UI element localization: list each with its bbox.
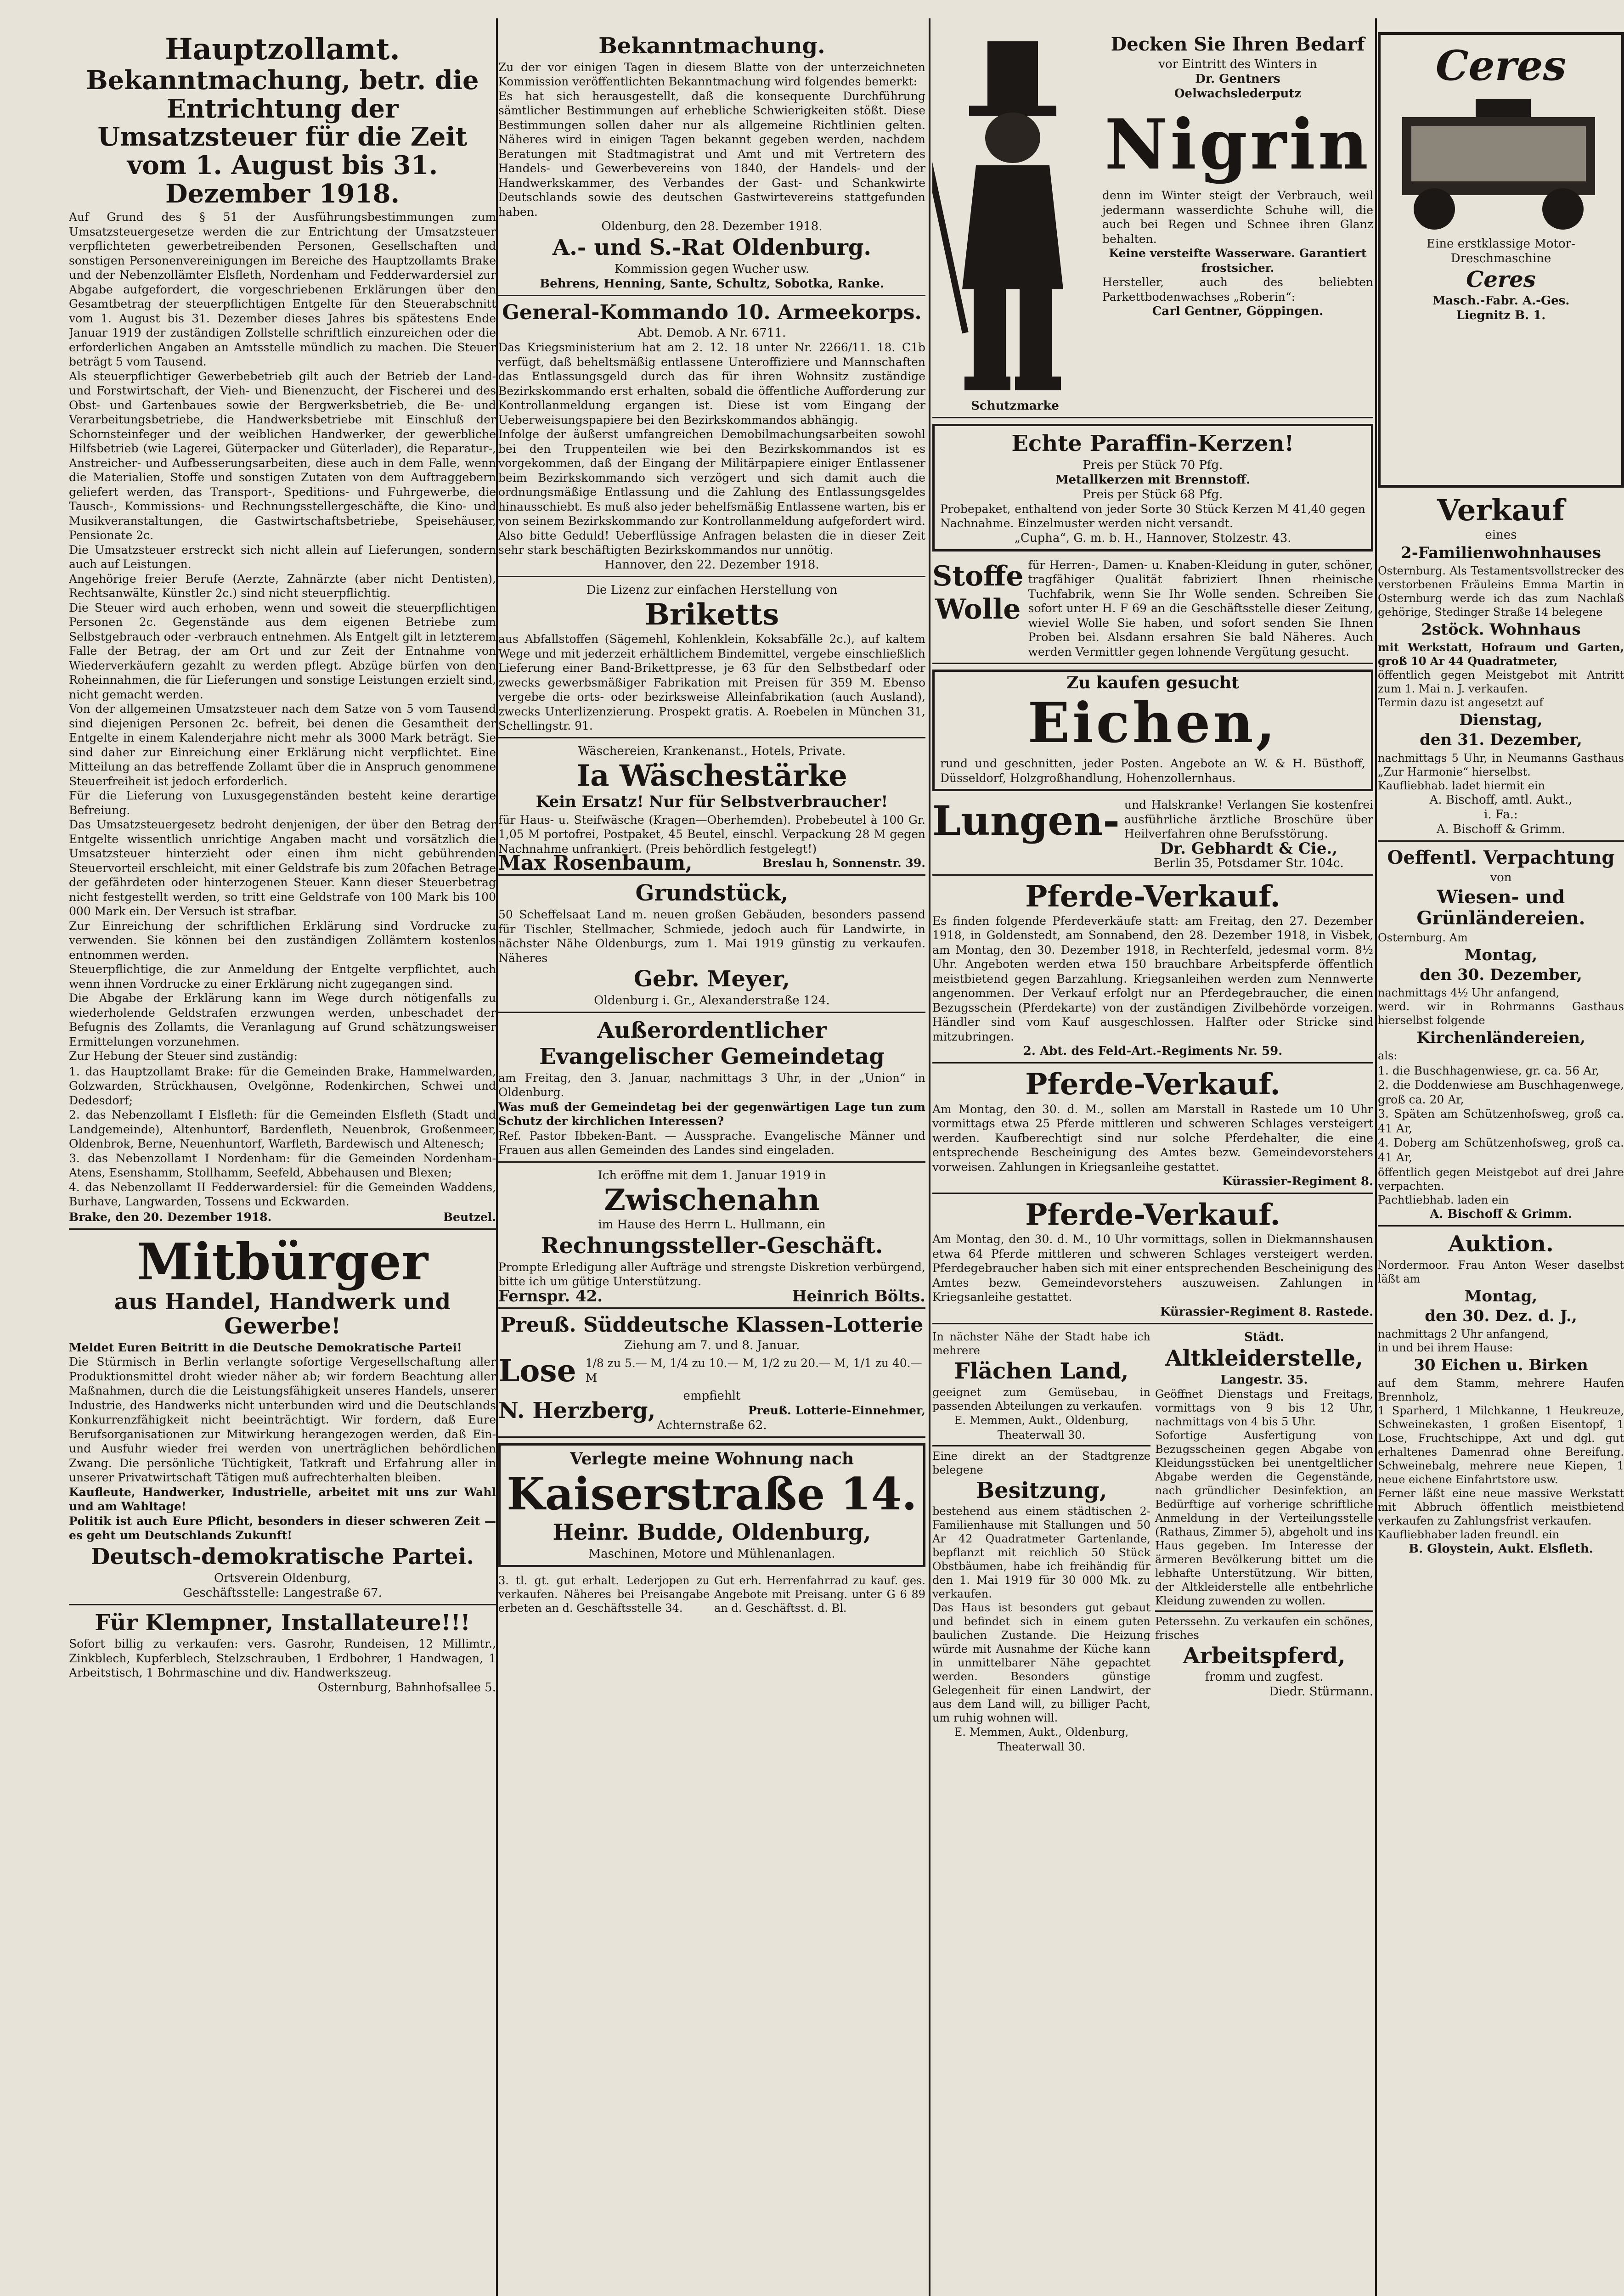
verkauf-eines: eines <box>1485 528 1517 542</box>
ceres-description: Eine erstklassige Motor-Dreschmaschine <box>1427 236 1575 265</box>
paragraph: Von der allgemeinen Umsatzsteuer nach dem Satze von 5 vom Tausend sind diejenigen Personen 2c. befreit, bei denen die Gesamtheit der Entgelte in einem Kalenderjahre nicht mehr als 3000 Mark beträgt. Sie sind daher zur Einreichung einer Erklärung nicht verpflichtet. Eine Mitteilung an das betreffende Zollamt über die in Anspruch genommene Steuerfreiheit ist jedoch erforderlich. <box>69 702 496 788</box>
kerzen-company: „Cupha“, G. m. b. H., Hannover, Stolzestr. 43. <box>1014 531 1291 545</box>
paragraph: denn im Winter steigt der Verbrauch, weil jedermann wasserdichte Schuhe will, die auch bei Regen und Schnee ihren Glanz behalten. <box>1102 189 1373 246</box>
paragraph: Kaufliebhaber laden freundl. ein <box>1378 1528 1560 1542</box>
kaiser-intro: Verlegte meine Wohnung nach <box>570 1449 854 1469</box>
zollamt-list <box>69 1064 496 1209</box>
ceres-logo: Ceres <box>1435 41 1567 90</box>
paragraph: Die Stürmisch in Berlin verlangte sofortige Vergesellschaftung aller Produktionsmittel droht wieder näher ab; wir fordern Beachtung aller Maßnahmen, durch die die Leistungsfähigkeit unseres Handels, unserer Industrie, des Handwerks nicht unterbunden wird und die Deutschlands Konkurrenzfähigkeit nicht beeinträchtigt. Wir fordern, daß Eure Berufsorganisationen zur Mitwirkung herangezogen werden, daß Ein- und Ausfuhr wieder frei werden von unerträglichen behördlichen Zwang. Die persönliche Tüchtigkeit, Tatkraft und Erfahrung aller in unserer Privatwirtschaft Tätigen muß aufrechterhalten bleiben. <box>69 1355 496 1485</box>
paragraph: Meldet Euren Beitritt in die Deutsche Demokratische Partei! <box>69 1340 462 1354</box>
nigrin-company: Carl Gentner, Göppingen. <box>1152 304 1324 318</box>
altkleider-ad <box>1155 1330 1373 1755</box>
paragraph: Osternburg. Als Testamentsvollstrecker des verstorbenen Fräuleins Emma Martin in Osternburg werde ich das zum Nachlaß gehörige, Stedinger Straße 14 belegene <box>1378 564 1624 619</box>
bekanntmachung-title: Bekanntmachung. <box>598 33 825 59</box>
notice-date: Oldenburg, den 28. Dezember 1918. <box>601 219 823 234</box>
paragraph: Sofort billig zu verkaufen: vers. Gasrohr, Rundeisen, 12 Millimtr., Zinkblech, Kupferblech, Stelzschrauben, 1 Erdbohrer, 1 Handwagen, 1 Arbeitstisch, 1 Bohrmaschine und div. Handwerkszeug. <box>69 1637 496 1680</box>
column-rule-2 <box>929 18 930 2296</box>
grundstueck-title: Grundstück, <box>635 880 789 906</box>
zwischenahn-name: Heinrich Bölts. <box>792 1287 925 1306</box>
verkauf-ad <box>1378 495 1624 842</box>
pferde-signature: 2. Abt. des Feld-Art.-Regiments Nr. 59. <box>1023 1044 1283 1058</box>
auktion-title: Auktion. <box>1448 1231 1554 1257</box>
kerzen-price-1: Preis per Stück 70 Pfg. <box>1083 458 1223 472</box>
lotterie-ad <box>498 1314 925 1438</box>
column-2 <box>498 32 925 2296</box>
paragraph: Am Montag, den 30. d. M., 10 Uhr vormittags, sollen in Diekmannshausen etwa 64 Pferde mittleren und schweren Schlages versteigert werden. Pferdegebraucher haben sich mit einer entsprechenden Bescheinigung des Amtes bezw. Gemeindevorstehers auszuweisen. Zahlungen in Kriegsanleihe gestattet. <box>932 1232 1373 1304</box>
stoffe-text <box>1028 558 1374 659</box>
paragraph: Die Steuer wird auch erhoben, wenn und soweit die steuerpflichtigen Personen 2c. Gegenstände aus dem eigenen Betriebe zum Selbstgebrauch oder -verbrauch entnehmen. Als Entgelt gilt in letzterem Falle der Betrag, der am Ort und zur Zeit der Entnahme von Wiederverkäufern gezahlt zu werden pflegt. Abzüge bürfen von den Roheinnahmen, die für Lieferungen und sonstige Leistungen erzielt sind, nicht gemacht werden. <box>69 601 496 701</box>
paragraph: Am Montag, den 30. d. M., sollen am Marstall in Rastede um 10 Uhr vormittags etwa 25 Pferde mittleren und schweren Schlages versteigert werden. Kaufberechtigt sind nur solche Pferdehalter, die eine entsprechende Bescheinigung des Amtes bezw. Gemeindevorstehers vorweisen. Zahlungen in Kriegsanleihe gestattet. <box>932 1102 1373 1174</box>
nigrin-headline: Decken Sie Ihren Bedarf <box>1111 34 1365 55</box>
grundstueck-company: Gebr. Meyer, <box>633 966 790 992</box>
auktion-day: Montag, <box>1464 1287 1538 1306</box>
gemeindetag-title-1: Außerordentlicher <box>597 1018 827 1044</box>
ceres-company: Masch.-Fabr. A.-Ges. <box>1432 294 1570 308</box>
pferde-signature: Kürassier-Regiment 8. <box>1222 1175 1373 1189</box>
verpachtung-date: den 30. Dezember, <box>1420 965 1582 984</box>
lotterie-title: Preuß. Süddeutsche Klassen-Lotterie <box>500 1313 924 1337</box>
paragraph: öffentlich gegen Meistgebot auf drei Jahre verpachten. <box>1378 1166 1624 1193</box>
lungen-title-box <box>932 798 1120 871</box>
kaiser-title: Kaiserstraße 14. <box>507 1468 917 1520</box>
paragraph: Angehörige freier Berufe (Aerzte, Zahnärzte (aber nicht Dentisten), Rechtsanwälte, Künstler 2c.) sind nicht steuerpflichtig. <box>69 572 496 600</box>
gemeindetag-title-2: Evangelischer Gemeindetag <box>539 1043 885 1069</box>
paragraph: Kaufliebhab. ladet hiermit ein <box>1378 779 1545 792</box>
kerzen-ad <box>932 424 1373 551</box>
kaiserstrasse-ad <box>498 1443 925 1567</box>
thresher-illustration <box>1384 90 1618 236</box>
paragraph: werd. wir in Rohrmanns Gasthaus hierselbst folgende <box>1378 1000 1624 1027</box>
verpachtung-object: Wiesen- und Grünländereien. <box>1416 886 1585 929</box>
paragraph: Das Umsatzsteuergesetz bedroht denjenigen, der über den Betrag der Entgelte wissentlich unrichtige Angaben macht und vorsätzlich die Umsatzsteuer hinterzieht oder einen ihm nicht gebührenden Steuervorteil erschleicht, mit einer Geldstrafe bis zum 20fachen Betrage der gefährdeten oder hinterzogenen Steuer. Kann dieser Steuerbetrag nicht festgestellt werden, so tritt eine Geldstrafe von 100 Mark bis 100 000 Mark ein. Der Versuch ist strafbar. <box>69 818 496 918</box>
lungen-company: Dr. Gebhardt & Cie., <box>1160 839 1338 858</box>
paragraph: 50 Scheffelsaat Land m. neuen großen Gebäuden, besonders passend für Tischler, Stellmacher, Schmiede, jedoch auch für Landwirte, in nächster Nähe Oldenburgs, zum 1. Mai 1919 günstig zu verkaufen. Näheres <box>498 908 925 965</box>
ceres-address: Liegnitz B. 1. <box>1456 309 1546 323</box>
paragraph: nachmittags 5 Uhr, in Neumanns Gasthaus „Zur Harmonie“ hierselbst. <box>1378 751 1624 778</box>
paragraph: aus Abfallstoffen (Sägemehl, Kohlenklein, Koksabfälle 2c.), auf kaltem Wege und mit jederzeit erhältlichem Bindemittel, vergebe einschließlich Lieferung einer Band-Brikettpresse, je 63 für den Selbstbedarf oder zwecks gewerbsmäßiger Fabrikation mit Preisen für 359 M. Ebenso vergebe die orts- oder bezirksweise Alleinfabrikation (auch Ausland), zwecks Unterlizenzierung. Prospekt gratis. A. Roebelen in München 31, Schellingstr. 91. <box>498 632 925 733</box>
flaechen-title: Flächen Land, <box>954 1358 1129 1384</box>
signature: A. Bischoff, amtl. Aukt., <box>1429 793 1573 807</box>
grundstueck-address: Oldenburg i. Gr., Alexanderstraße 124. <box>594 994 830 1008</box>
verkauf-house: 2stöck. Wohnhaus <box>1421 620 1581 639</box>
eichen-title: Eichen, <box>1027 691 1278 756</box>
notice-date: Hannover, den 22. Dezember 1918. <box>604 557 819 572</box>
eichen-ad <box>932 670 1373 791</box>
paragraph: 1 Sparherd, 1 Milchkanne, 1 Heukreuze, Schweinekasten, 1 großen Eisentopf, 1 Lose, Fruchtschippe, Axt und dgl. gut erhaltenes Damenrad ohne Bereifung. Schweinebalg, mehrere neue Kiepen, 1 neue eichene Einfahrtstore usw. <box>1378 1404 1624 1486</box>
paragraph: Keine versteifte Wasserware. Garantiert frostsicher. <box>1109 247 1367 275</box>
briketts-title: Briketts <box>644 597 779 632</box>
paragraph: Es finden folgende Pferdeverkäufe statt: am Freitag, den 27. Dezember 1918, in Goldenstedt, am Sonnabend, den 28. Dezember 1918, in Visbek, am Montag, den 30. Dezember 1918, in Rechterfeld, jedesmal vorm. 8½ Uhr. Angeboten werden etwa 150 brauchbare Arbeitspferde öffentlich meistbietend gegen Barzahlung. Kriegsanleihen werden zum Nennwerte angenommen. Der Verkauf erfolgt nur an Pferdegebraucher, die einen Bezugsschein (Pferdekarte) von der zuständigen Zivilbehörde vorzeigen. Händler sind vom Kauf ausgeschlossen. Halfter oder Stricke sind mitzubringen. <box>932 914 1373 1043</box>
kaiser-name: Heinr. Budde, Oldenburg, <box>553 1519 871 1545</box>
memmen-signature: E. Memmen, Aukt., Oldenburg, Theaterwall 30. <box>954 1726 1129 1754</box>
paragraph: Osternburg. Am <box>1378 931 1468 944</box>
ddp-address: Geschäftsstelle: Langestraße 67. <box>183 1586 382 1600</box>
list-item: 2. die Doddenwiese am Buschhagenwege, groß ca. 20 Ar, <box>1378 1078 1624 1106</box>
lungen-ad <box>932 798 1373 876</box>
paragraph: Steuerpflichtige, die zur Anmeldung der Entgelte verpflichtet, auch wenn ihnen Vordrucke zu einer Erklärung nicht zugegangen sind. <box>69 962 496 990</box>
pferde-title: Pferde-Verkauf. <box>1025 879 1280 914</box>
paragraph: Die Abgabe der Erklärung kann im Wege durch nötigenfalls zu wiederholende Geldstrafen erzwungen werden, unbeschadet der Befugnis des Zollamts, die Veranlagung auf Grund schätzungsweiser Ermittelungen vorzunehmen. <box>69 991 496 1048</box>
paragraph: auf dem Stamm, mehrere Haufen Brennholz, <box>1378 1377 1624 1404</box>
paragraph: Peterssehn. Zu verkaufen ein schönes, frisches <box>1155 1615 1373 1642</box>
paragraph: am Freitag, den 3. Januar, nachmittags 3 Uhr, in der „Union“ in Oldenburg. <box>498 1071 925 1099</box>
stoffe-title: Stoffe Wolle <box>932 560 1024 625</box>
zwischenahn-ad <box>498 1168 925 1309</box>
paragraph: Termin dazu ist angesetzt auf <box>1378 696 1544 709</box>
arat-subtitle: Kommission gegen Wucher usw. <box>614 262 810 276</box>
lotterie-role: Preuß. Lotterie-Einnehmer, <box>748 1404 925 1418</box>
paragraph: Sofortige Ausfertigung von Bezugsscheinen gegen Abgabe von Kleidungsstücken bei unentgeltlicher Abgabe werden die Gegenstände, nach gründlicher Desinfektion, an Bedürftige auf vorherige schriftliche Anmeldung in der Verteilungsstelle (Rathaus, Zimmer 5), abgeholt und ins Haus gegeben. Im Interesse der ärmeren Bevölkerung bittet um die lebhafte Unterstützung. Wir bitten, der Altkleiderstelle alle entbehrliche Kleidung zuwenden zu wollen. <box>1155 1429 1373 1607</box>
column-4 <box>1378 32 1624 2296</box>
paragraph: Gut erh. Herrenfahrrad zu kauf. ges. Angebote mit Preisang. unter G 6 89 an d. Geschäftsst. d. Bl. <box>714 1574 925 1615</box>
zwischenahn-intro: Ich eröffne mit dem 1. Januar 1919 in <box>598 1168 826 1182</box>
eichen-intro: Zu kaufen gesucht <box>1066 673 1239 693</box>
nigrin-subline: vor Eintritt des Winters in <box>1158 57 1317 71</box>
paragraph: als: <box>1378 1049 1398 1062</box>
arbeitspferd-title: Arbeitspferd, <box>1183 1643 1346 1669</box>
gemeindetag-ad <box>498 1019 925 1163</box>
signature: i. Fa.: <box>1484 807 1518 822</box>
grundstueck-ad <box>498 881 925 1013</box>
paragraph: Prompte Erledigung aller Aufträge und strengste Diskretion verbürgend, bitte ich um gütige Unterstützung. <box>498 1260 925 1289</box>
paragraph: und Halskranke! Verlangen Sie kostenfrei ausführliche ärztliche Broschüre über Heilverfahren ohne Berufsstörung. <box>1124 798 1373 841</box>
list-item: 1. das Hauptzollamt Brake: für die Gemeinden Brake, Hammelwarden, Golzwarden, Strückhausen, Ovelgönne, Rodenkirchen, Schwei und Dedesdorf; <box>69 1064 496 1107</box>
mitbuerger-subtitle: aus Handel, Handwerk und Gewerbe! <box>114 1289 451 1339</box>
paragraph: In nächster Nähe der Stadt habe ich mehrere <box>932 1330 1150 1357</box>
auktion-date: den 30. Dez. d. J., <box>1425 1307 1577 1326</box>
hauptzollamt-notice <box>69 34 496 1230</box>
paragraph: öffentlich gegen Meistgebot mit Antritt zum 1. Mai n. J. verkaufen. <box>1378 669 1624 696</box>
paragraph: Das Haus ist besonders gut gebaut und befindet sich in einem guten baulichen Zustande. Die Heizung würde mit Ausnahme der Küche kann in unmittelbarer Nähe gepachtet werden. Besonders günstige Gelegenheit für einen Landwirt, der aus dem Land will, zu billiger Pacht, um ruhig wohnen will. <box>932 1601 1150 1725</box>
verpachtung-von: von <box>1490 870 1512 884</box>
paragraph: für Haus- u. Steifwäsche (Kragen—Oberhemden). Probebeutel à 100 Gr. 1,05 M portofrei, Postpaket, 45 Beutel, einschl. Verpackung 28 M gegen Nachnahme unfrankiert. (Preis behördlich festgelegt!) <box>498 813 925 855</box>
paragraph: 3. tl. gt. gut erhalt. Lederjopen zu verkaufen. Näheres bei Preisangabe erbeten an d. Geschäftsstelle 34. <box>498 1574 710 1615</box>
alt-title: Altkleiderstelle, <box>1165 1345 1363 1371</box>
pferde-title: Pferde-Verkauf. <box>1025 1198 1280 1232</box>
list-item: 3. das Nebenzollamt I Nordenham: für die Gemeinden Nordenham-Atens, Esenshamm, Stollhamm, Seefeld, Abbehausen und Blexen; <box>69 1151 496 1180</box>
verkauf-title: Verkauf <box>1437 493 1565 528</box>
paragraph: geeignet zum Gemüsebau, in passenden Abteilungen zu verkaufen. <box>932 1385 1150 1412</box>
paragraph: in und bei ihrem Hause: <box>1378 1341 1513 1355</box>
verpachtung-title: Oeffentl. Verpachtung <box>1387 846 1615 868</box>
stoffe-title-box <box>932 558 1024 659</box>
column-rule-1 <box>496 18 498 2296</box>
klempner-ad <box>69 1611 496 1699</box>
chimney-sweep-figure <box>932 32 1098 413</box>
verpachtung-ad <box>1378 847 1624 1227</box>
ceres-name: Ceres <box>1466 266 1536 293</box>
zwischenahn-title: Zwischenahn <box>604 1182 820 1217</box>
kaiser-business: Maschinen, Motore und Mühlenanlagen. <box>588 1547 835 1561</box>
arbeitspferd-note: fromm und zugfest. <box>1205 1670 1324 1684</box>
paragraph: Es hat sich herausgestellt, daß die konsequente Durchführung sämtlicher Bestimmungen auf erhebliche Schwierigkeiten stößt. Diese Bestimmungen sollen daher nur als allgemeine Richtlinien gelten. Näheres wird in einigen Tagen bekannt gegeben werden, nachdem Beratungen mit Stadtmagistrat und Amt und mit Vertretern des Handels- und Gewerbevereins von 1840, der Handels- und der Handwerkskammer, des Verbandes der Gast- und Schankwirte Deutschlands sowie des deutschen Gastwirtevereins stattgefunden haben. <box>498 89 925 219</box>
list-item: 4. Doberg am Schützenhofsweg, groß ca. 41 Ar, <box>1378 1136 1624 1164</box>
divider <box>1155 1610 1373 1612</box>
lotterie-prices-row <box>498 1353 925 1389</box>
zwischenahn-phone: Fernspr. 42. <box>498 1287 603 1306</box>
generalkommando-ref: Abt. Demob. A Nr. 6711. <box>637 326 786 340</box>
pferde-signature: Kürassier-Regiment 8. Rastede. <box>1160 1305 1373 1319</box>
signature: A. Bischoff & Grimm. <box>1430 1207 1572 1221</box>
waesche-title: Ia Wäschestärke <box>576 758 847 793</box>
signature-place-date: Brake, den 20. Dezember 1918. <box>69 1210 272 1224</box>
arat-names: Behrens, Henning, Sante, Schultz, Sobotka, Ranke. <box>540 277 884 291</box>
lotterie-address: Achternstraße 62. <box>657 1418 767 1433</box>
briketts-intro: Die Lizenz zur einfachen Herstellung von <box>586 583 838 597</box>
generalkommando-notice <box>498 302 925 577</box>
ddp-subline: Ortsverein Oldenburg, <box>214 1571 351 1585</box>
paragraph: bestehend aus einem städtischen 2-Familienhause mit Stallungen und 50 Ar 42 Quadratmeter Gartenlande, bepflanzt mit reichlich 50 Stück Obstbäumen, habe ich freihändig für den 1. Mai 1919 für 30 000 Mk. zu verkaufen. <box>932 1505 1150 1601</box>
verkauf-object: 2-Familienwohnhauses <box>1401 544 1601 563</box>
paragraph: Nordermoor. Frau Anton Weser daselbst läßt am <box>1378 1259 1624 1286</box>
classified-row <box>498 1574 925 1615</box>
verpachtung-kirchen: Kirchenländereien, <box>1416 1028 1585 1047</box>
hauptzollamt-title: Hauptzollamt. <box>165 32 400 67</box>
bekanntmachung-notice <box>498 34 925 296</box>
paragraph: Zur Hebung der Steuer sind zuständig: <box>69 1049 298 1063</box>
mitbuerger-ad <box>69 1232 496 1605</box>
lotterie-prices: 1/8 zu 5.— M, 1/4 zu 10.— M, 1/2 zu 20.— M, 1/1 zu 40.— M <box>585 1356 922 1385</box>
arbeitspferd-signature: Diedr. Stürmann. <box>1269 1685 1373 1699</box>
klempner-title: Für Klempner, Installateure!!! <box>95 1609 470 1636</box>
generalkommando-title: General-Kommando 10. Armeekorps. <box>502 301 922 325</box>
arat-title: A.- und S.-Rat Oldenburg. <box>552 235 872 261</box>
besitzung-title: Besitzung, <box>976 1477 1107 1503</box>
zwischenahn-subline: im Hause des Herrn L. Hullmann, ein <box>598 1217 826 1232</box>
paragraph: Hersteller, auch des beliebten Parkettbodenwachses „Roberin“: <box>1102 276 1373 304</box>
paragraph: Ref. Pastor Ibbeken-Bant. — Aussprache. Evangelische Männer und Frauen aus allen Gemeinden des Landes sind eingeladen. <box>498 1129 925 1157</box>
alt-address: Langestr. 35. <box>1220 1373 1308 1387</box>
lotterie-empfiehlt: empfiehlt <box>683 1389 741 1403</box>
zwischenahn-business: Rechnungssteller-Geschäft. <box>541 1232 883 1259</box>
bottom-ads-row <box>932 1330 1373 1755</box>
waesche-intro: Wäschereien, Krankenanst., Hotels, Private. <box>578 744 846 758</box>
verpachtung-list <box>1378 1064 1624 1165</box>
alt-top: Städt. <box>1244 1330 1284 1344</box>
signature: B. Gloystein, Aukt. Elsfleth. <box>1409 1542 1593 1556</box>
klempner-address: Osternburg, Bahnhofsallee 5. <box>317 1680 496 1694</box>
memmen-signature: E. Memmen, Aukt., Oldenburg, Theaterwall 30. <box>954 1413 1129 1441</box>
divider <box>932 1445 1150 1446</box>
paragraph: Das Kriegsministerium hat am 2. 12. 18 unter Nr. 2266/11. 18. C1b verfügt, daß beheltsmäßig entlassene Unteroffiziere und Mannschaften das Entlassungsgeld durch das für ihren Wohnsitz zuständige Bezirkskommando erst erhalten, sobald die öffentliche Aufforderung zur Kontrollanmeldung ergangen ist. Diese ist vom Eingang der Ueberweisungspapiere bei den Bezirkskommandos abhängig. <box>498 341 925 427</box>
lungen-text <box>1124 798 1373 871</box>
column-1 <box>69 32 496 2296</box>
signature-line <box>69 1210 496 1225</box>
verkauf-day: Dienstag, <box>1459 711 1543 730</box>
lungen-address: Berlin 35, Potsdamer Str. 104c. <box>1154 856 1344 870</box>
umsatzsteuer-headline: Bekanntmachung, betr. die Entrichtung der Umsatzsteuer für die Zeit vom 1. August bis 31. Dezember 1918. <box>86 65 479 209</box>
waesche-company: Max Rosenbaum, <box>498 851 693 875</box>
auktion-object: 30 Eichen u. Birken <box>1414 1356 1588 1375</box>
nigrin-maker: Dr. Gentners <box>1195 72 1280 86</box>
paragraph: Zur Einreichung der schriftlichen Erklärung sind Vordrucke zu verwenden. Sie können bei den zuständigen Zollämtern kostenlos entnommen werden. <box>69 919 496 962</box>
ddp-title: Deutsch-demokratische Partei. <box>90 1543 474 1570</box>
list-item: 3. Späten am Schützenhofsweg, groß ca. 41 Ar, <box>1378 1107 1624 1135</box>
paragraph: Eine direkt an der Stadtgrenze belegene <box>932 1449 1150 1476</box>
paragraph: Politik ist auch Eure Pflicht, besonders in dieser schweren Zeit — es geht um Deutschlands Zukunft! <box>69 1514 496 1542</box>
paragraph: Was muß der Gemeindetag bei der gegenwärtigen Lage tun zum Schutz der kirchlichen Interessen? <box>498 1100 925 1128</box>
lotterie-draw: Ziehung am 7. und 8. Januar. <box>624 1339 800 1353</box>
pferde-verkauf-3 <box>932 1199 1373 1324</box>
paragraph: Probepaket, enthaltend von jeder Sorte 30 Stück Kerzen M 41,40 gegen Nachnahme. Einzelmuster werden nicht versandt. <box>940 502 1365 530</box>
memmen-ads <box>932 1330 1150 1755</box>
nigrin-ad <box>932 32 1373 418</box>
pferde-title: Pferde-Verkauf. <box>1025 1067 1280 1102</box>
lotterie-signature <box>498 1398 925 1424</box>
kerzen-title: Echte Paraffin-Kerzen! <box>1011 431 1294 456</box>
signature-name: Beutzel. <box>443 1210 496 1224</box>
paragraph: Infolge der äußerst umfangreichen Demobilmachungsarbeiten sowohl bei den Truppenteilen wie bei den Bezirkskommandos ist es vorgekommen, daß der Eingang der Militärpapiere einiger Entlassener beim Bezirkskommando sich verzögert und sich damit auch die ordnungsmäßige Entlassung und die Zahlung des Entlassungsgeldes hinausschiebt. Es muß also jeder behelfsmäßig Entlassene warten, bis er von seinem Bezirkskommando zur Kontrollanmeldung aufgefordert wird. Also bitte Geduld! Ueberflüssige Anfragen belasten die in dieser Zeit sehr stark beschäftigten Bezirkskommandos nur unnötig. <box>498 428 925 557</box>
nigrin-brand: Nigrin <box>1104 104 1371 185</box>
column-rule-3 <box>1375 18 1377 2296</box>
kerzen-metall: Metallkerzen mit Brennstoff. <box>1055 473 1251 487</box>
paragraph: Die Umsatzsteuer erstreckt sich nicht allein auf Lieferungen, sondern auch auf Leistungen. <box>69 543 496 571</box>
list-item: 2. das Nebenzollamt I Elsfleth: für die Gemeinden Elsfleth (Stadt und Landgemeinde), Altenhuntorf, Bardenfleth, Neuenbrok, Großenmeer, Oldenbrok, Berne, Neuenhuntorf, Warfleth, Bardewisch und Altenesch; <box>69 1108 496 1151</box>
paragraph: Geöffnet Dienstags und Freitags, vormittags von 9 bis 12 Uhr, nachmittags von 4 bis 5 Uhr. <box>1155 1387 1373 1428</box>
lotterie-lose: Lose <box>498 1353 576 1389</box>
classified-2 <box>714 1574 925 1615</box>
pferde-verkauf-1 <box>932 881 1373 1064</box>
paragraph: mit Werkstatt, Hofraum und Garten, groß 10 Ar 44 Quadratmeter, <box>1378 641 1624 668</box>
nigrin-text <box>1102 32 1373 413</box>
paragraph: Ferner läßt eine neue massive Werkstatt mit Abbruch öffentlich meistbietend verkaufen zu Zahlungsfrist verkaufen. <box>1378 1487 1624 1528</box>
chimney-sweep-illustration <box>932 32 1098 413</box>
paragraph: für Herren-, Damen- u. Knaben-Kleidung in guter, schöner, tragfähiger Qualität fabriziert Ihnen rheinische Tuchfabrik, wenn Sie Ihr Wolle senden. Schreiben Sie sofort unter H. F 69 an die Geschäftsstelle dieser Zeitung, wieviel Wolle Sie haben, und sofort senden Sie Ihnen Proben bei. Alsdann ersahren Sie bald Näheres. Auch werden Vermittler gegen lohnende Vergütung gesucht. <box>1028 558 1373 658</box>
paragraph: rund und geschnitten, jeder Posten. Angebote an W. & H. Büsthoff, Düsseldorf, Holzgroßhandlung, Hohenzollernhaus. <box>940 757 1365 785</box>
zwischenahn-signature <box>498 1289 925 1304</box>
ceres-ad <box>1378 32 1624 488</box>
paragraph: Auf Grund des § 51 der Ausführungsbestimmungen zum Umsatzsteuergesetze werden die zur Entrichtung der Umsatzsteuer verpflichteten gewerbetreibenden Personen, Gesellschaften und sonstigen Personenvereinigungen im Bereiche des Hauptzollamts Brake und der Nebenzollämter Elsfleth, Nordenham und Fedderwardersiel zur Abgabe aufgefordert, die vorgeschriebenen Erklärungen über den Gesamtbetrag der steuerpflichtigen Entgelte für den Steuerabschnitt vom 1. August bis 31. Dezember dieses Jahres bis spätestens Ende Januar 1919 der zuständigen Zollstelle schriftlich einzureichen oder die erforderlichen Angaben an Amtsstelle mündlich zu machen. Die Steuer beträgt 5 vom Tausend. <box>69 210 496 369</box>
paragraph: Zu der vor einigen Tagen in diesem Blatte von der unterzeichneten Kommission veröffentlichten Bekanntmachung wird folgendes bemerkt: <box>498 60 925 89</box>
waeschestaerke-ad <box>498 744 925 876</box>
auktion-ad <box>1378 1232 1624 1560</box>
kerzen-price-2: Preis per Stück 68 Pfg. <box>1083 487 1223 501</box>
waesche-subtitle: Kein Ersatz! Nur für Selbstverbraucher! <box>536 792 888 811</box>
verpachtung-day: Montag, <box>1464 945 1538 964</box>
column-3 <box>932 32 1373 2296</box>
verkauf-date: den 31. Dezember, <box>1420 731 1582 749</box>
waesche-signature <box>498 851 925 875</box>
paragraph: Für die Lieferung von Luxusgegenständen besteht keine derartige Befreiung. <box>69 789 496 817</box>
paragraph: Pachtliebhab. laden ein <box>1378 1193 1509 1207</box>
signature: A. Bischoff & Grimm. <box>1436 822 1566 836</box>
mitbuerger-title: Mitbürger <box>136 1232 429 1291</box>
classified-1 <box>498 1574 710 1615</box>
paragraph: Als steuerpflichtiger Gewerbebetrieb gilt auch der Betrieb der Land- und Forstwirtschaft, der Vieh- und Bienenzucht, der Fischerei und des Obst- und Gartenbaues sowie der Bergwerksbetrieb, die Be- und Verarbeitungsbetriebe, die Handwerksbetriebe mit Einschluß der Schornsteinfeger und der weiblichen Handwerker, der gewerbliche Hilfsbetrieb (wie Lagerei, Güterpacker und Güterlader), die Reparatur-, Anstreicher- und Aufbesserungsarbeiten, diese auch in dem Falle, wenn die Materialien, Stoffe und sonstigen Zutaten von dem Auftraggebern geliefert werden, das Transport-, Speditions- und Fuhrgewerbe, die Tausch-, Kommissions- und Rechnungsstellergeschäfte, die Kino- und Musikveranstaltungen, die Gastwirtschaftsbetriebe, Speisehäuser, Pensionate 2c. <box>69 369 496 542</box>
briketts-ad <box>498 583 925 738</box>
paragraph: nachmittags 2 Uhr anfangend, <box>1378 1328 1549 1341</box>
nigrin-trademark: Schutzmarke <box>971 399 1059 413</box>
lotterie-name: N. Herzberg, <box>498 1398 656 1424</box>
lungen-title: Lungen- <box>932 797 1120 845</box>
nigrin-product-type: Oelwachslederputz <box>1174 87 1302 101</box>
waesche-address: Breslau h, Sonnenstr. 39. <box>762 856 925 870</box>
paragraph: Kaufleute, Handwerker, Industrielle, arbeitet mit uns zur Wahl und am Wahltage! <box>69 1485 496 1514</box>
stoffe-ad <box>932 558 1373 664</box>
list-item: 4. das Nebenzollamt II Fedderwardersiel: für die Gemeinden Waddens, Burhave, Langwarden, Tossens und Eckwarden. <box>69 1180 496 1209</box>
list-item: 1. die Buschhagenwiese, gr. ca. 56 Ar, <box>1378 1064 1600 1077</box>
pferde-verkauf-2 <box>932 1069 1373 1194</box>
paragraph: nachmittags 4½ Uhr anfangend, <box>1378 986 1560 999</box>
